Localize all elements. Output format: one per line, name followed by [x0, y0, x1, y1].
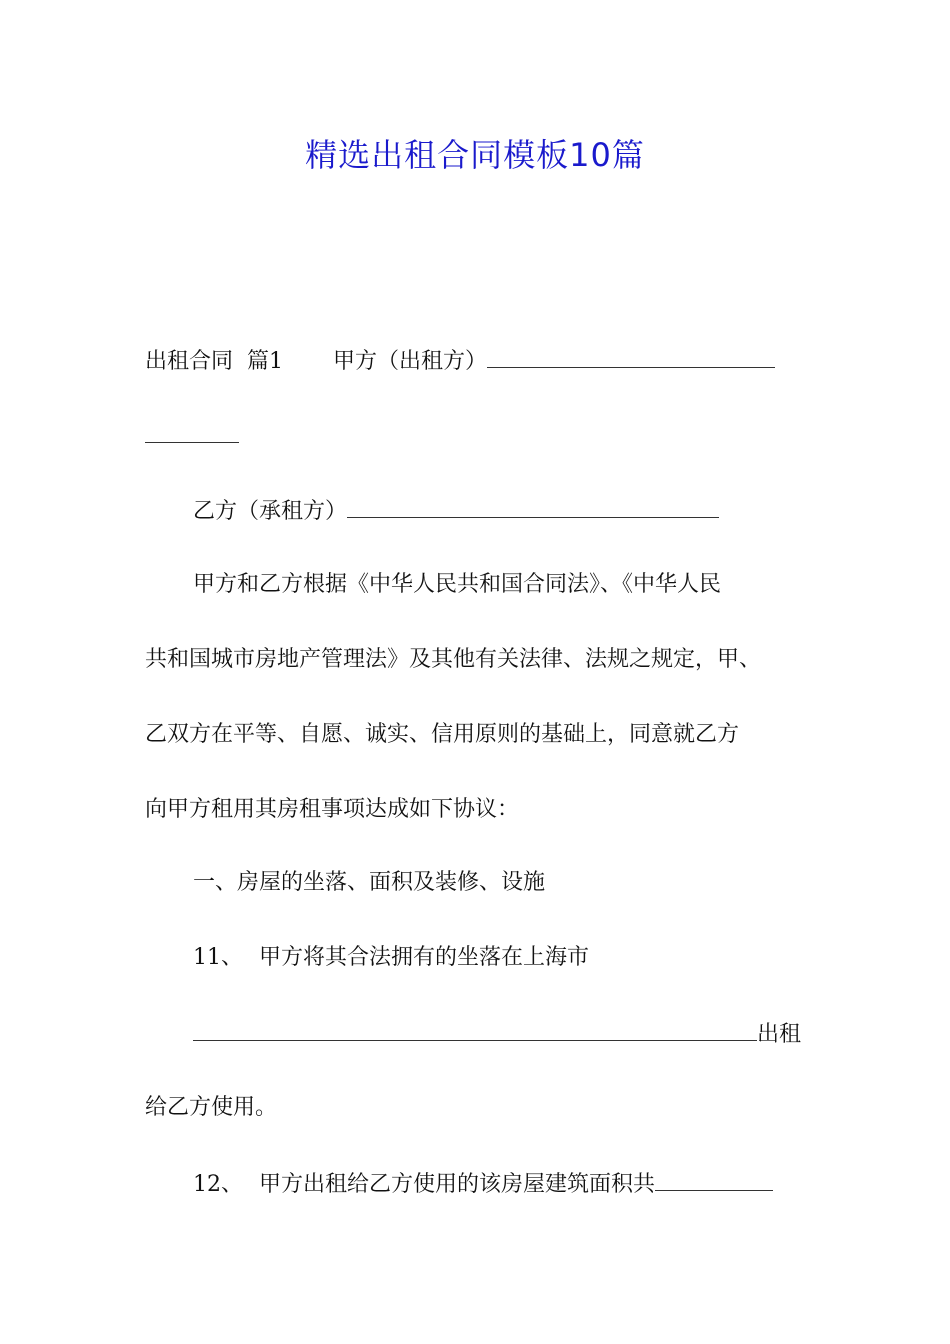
paragraph-1-line-3: 乙双方在平等、自愿、诚实、信用原则的基础上，同意就乙方: [145, 722, 740, 747]
clause-11-continued: 给乙方使用。: [145, 1095, 278, 1120]
part-label: 篇1: [247, 349, 284, 374]
address-blank: [193, 1018, 757, 1041]
party-a-line: [145, 345, 775, 377]
paragraph-1-line-1: 甲方和乙方根据《中华人民共和国合同法》、《中华人民: [193, 572, 722, 597]
party-a-blank: [487, 345, 775, 368]
clause-11-number: 11、: [193, 945, 243, 970]
party-b-blank: [347, 495, 719, 518]
section-1-heading: 一、房屋的坐落、面积及装修、设施: [193, 870, 546, 895]
paragraph-1-line-2: 共和国城市房地产管理法》及其他有关法律、法规之规定，甲、: [145, 647, 762, 672]
clause-11-text: 甲方将其合法拥有的坐落在上海市: [259, 945, 590, 970]
party-a-blank-continued: [145, 420, 239, 452]
clause-11: [193, 943, 589, 973]
clause-11-suffix: 出租: [757, 1022, 802, 1047]
party-a-label: 甲方（出租方）: [333, 349, 488, 374]
party-a-blank-2: [145, 420, 239, 443]
clause-12-text: 甲方出租给乙方使用的该房屋建筑面积共: [259, 1172, 656, 1197]
area-blank: [655, 1168, 773, 1191]
document-title: 精选出租合同模板10篇: [305, 136, 645, 174]
clause-12-number: 12、: [193, 1172, 243, 1197]
clause-12: [193, 1168, 773, 1200]
clause-11-address-line: [193, 1018, 801, 1050]
party-b-line: [193, 495, 719, 527]
party-b-label: 乙方（承租方）: [193, 499, 348, 524]
paragraph-1-line-4: 向甲方租用其房租事项达成如下协议：: [145, 797, 520, 822]
contract-heading: 出租合同: [145, 349, 234, 374]
